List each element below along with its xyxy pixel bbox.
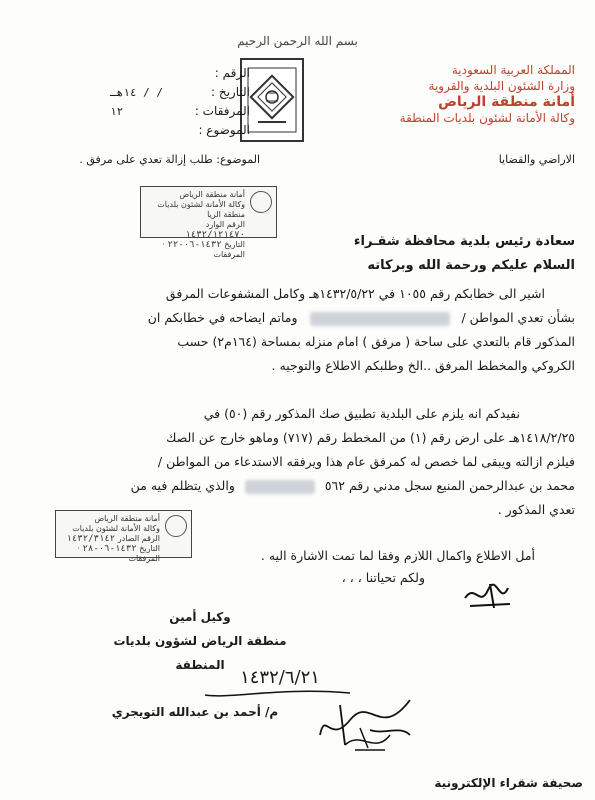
p2-line1: نفيدكم انه يلزم على البلدية تطبيق صك المذكور رقم (٥٠) في [203,406,520,421]
deputy-org: منطقة الرياض لشؤون بلديات المنطقة [113,634,287,672]
redacted-name [310,312,450,326]
closing-line1: أمل الاطلاع واكمال اللازم وفقا لما تمت الاشارة اليه . [260,548,535,563]
paragraph-2 [20,402,575,522]
org-agency: وكالة الأمانة لشئون بلديات المنطقة [399,111,575,125]
deputy-title: وكيل أمين [169,610,231,624]
label-subject: الموضوع : [198,123,250,137]
department-line: الاراضي والقضايا [498,153,575,166]
field-date [110,83,250,102]
paragraph-1 [20,282,575,378]
p2-line4 [20,474,575,498]
label-number: الرقم : [214,66,250,80]
p2-line4a: محمد بن عبدالرحمن المنيع سجل مدني رقم ٥٦٢ [324,478,575,493]
source-footer: صحيفة شقراء الإلكترونية [434,776,583,790]
salutation-line: السلام عليكم ورحمة الله وبركاته [367,258,575,273]
stamp1-line2: وكالة الأمانة لشئون بلديات منطقة الريا [157,200,245,219]
stamp2-line2: وكالة الأمانة لشئون بلديات [72,524,160,533]
p2-line3: فيلزم ازالته ويبقى لما خصص له كمرفق عام هذا ويرفقه الاستدعاء من المواطن / [157,454,575,469]
greeting-block [20,230,575,278]
basmala: بسم الله الرحمن الرحيم [237,34,358,48]
stamp1-line1: أمانة منطقة الرياض [179,190,245,199]
recipient-line: سعادة رئيس بلدية محافظة شقـراء [353,234,575,249]
stamp1-ref: ١٤٣٢/١٢١٤٧٠ [185,230,245,240]
org-municipality: أمانة منطقة الرياض [438,94,575,110]
letter-meta-fields [110,64,250,140]
stamp2-label-att: المرفقات [128,554,160,563]
stamp2-date: ١٤٣٢-٠٦-٢٨ [82,544,137,554]
org-header [375,62,575,126]
p2-line2: ١٤١٨/٢/٢٥هـ على ارض رقم (١) من المخطط رقم (٧١٧) وماهو خارج عن الصك [166,430,575,445]
p1-line3: المذكور قام بالتعدي على ساحة ( مرفق ) امام منزله بمساحة (١٦٤م٢) حسب [177,334,575,349]
org-ministry: وزارة الشئون البلدية والقروية [428,79,575,93]
field-attachments [110,102,250,121]
p2-line5: تعدي المذكور . [497,502,575,517]
label-date: التاريخ : [210,85,250,99]
stamp2-label-ref: الرقم الصادر [117,534,160,543]
stamp2-label-date: التاريخ [139,544,160,553]
label-attachments: المرفقات : [194,104,250,118]
stamp1-label-date: التاريخ [224,240,245,249]
secondary-signature-icon [340,720,400,755]
redacted-id [245,480,315,494]
value-attachments: ١٢ [110,105,124,118]
p1-line2b: وماتم ايضاحه في خطابكم ان [147,310,298,325]
stamp1-label-ref: الرقم الوارد [205,220,245,229]
stamp1-label-att: المرفقات [213,250,245,259]
field-number [110,64,250,83]
stamp-emblem-icon [250,191,272,213]
incoming-stamp: أمانة منطقة الرياض وكالة الأمانة لشئون بلديات منطقة الريا الرقم الوارد ١٤٣٢/١٢١٤٧٠ التاريخ ١٤٣٢-٠٦-٢٢ · المرفقات [140,186,277,238]
p1-line1: اشير الى خطابكم رقم ١٠٥٥ في ١٤٣٢/٥/٢٢هـ وكامل المشفوعات المرفق [165,286,545,301]
stamp2-line1: أمانة منطقة الرياض [94,514,160,523]
hand-date-text: ١٤٣٢/٦/٢١ [240,667,320,688]
outgoing-stamp: أمانة منطقة الرياض وكالة الأمانة لشئون بلديات الرقم الصادر ١٤٣٢/٣١٤٢ التاريخ ١٤٣٢-٠٦-٢٨ · المرفقات [55,510,192,558]
subject-line: الموضوع: طلب إزالة تعدي على مرفق . [79,153,260,166]
p1-line2a: بشأن تعدي المواطن / [461,310,575,325]
stamp1-date: ١٤٣٢-٠٦-٢٢ [167,240,222,250]
p1-line4: الكروكي والمخطط المرفق ..الخ وطلبكم الاطلاع والتوجيه . [271,358,575,373]
value-date: / / ١٤هـ [110,86,163,99]
p2-line4b: والذي يتظلم فيه من [130,478,235,493]
official-name: م/ أحمد بن عبدالله التويجري [111,705,279,719]
initial-signature-icon [460,578,520,613]
closing-line2: ولكم تحياتنا ، ، ، [341,570,425,585]
field-subject [110,121,250,140]
p1-line2 [20,306,575,330]
stamp2-ref: ١٤٣٢/٣١٤٢ [66,534,116,544]
org-kingdom: المملكة العربية السعودية [451,63,575,77]
